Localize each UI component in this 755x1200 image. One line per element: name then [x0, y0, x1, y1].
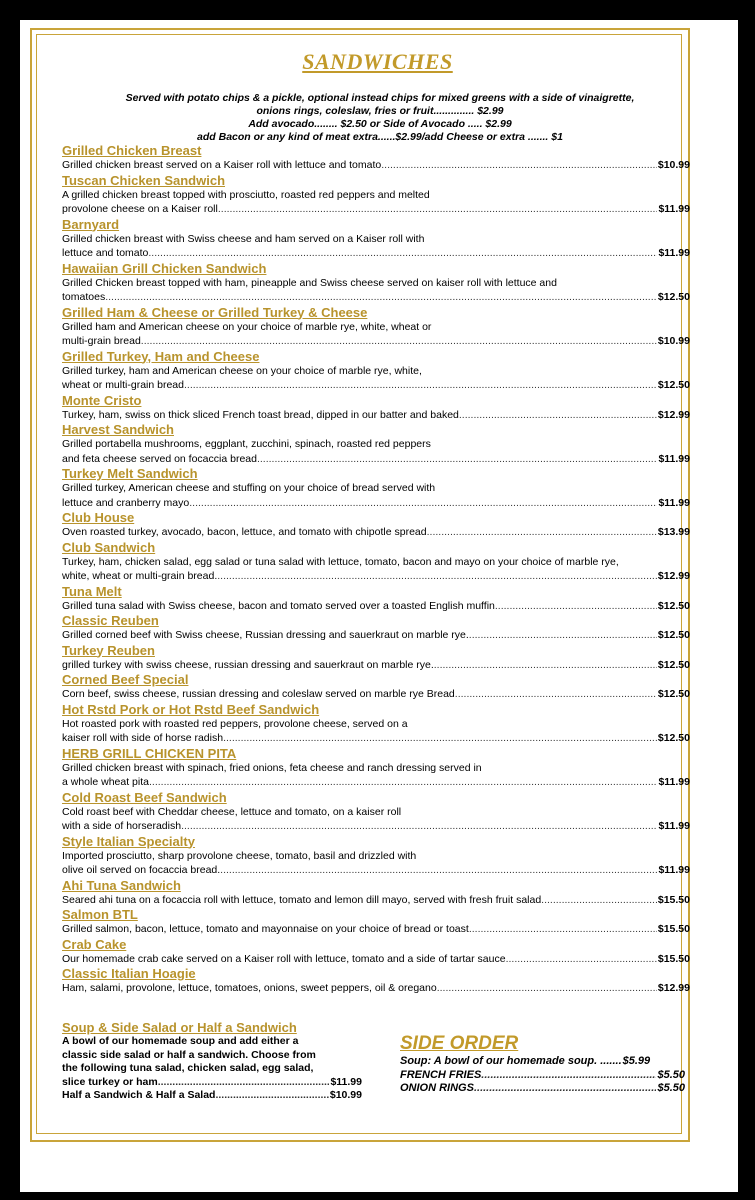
menu-item-desc: Grilled chicken breast served on a Kaiser roll with lettuce and tomato: [62, 159, 382, 171]
menu-item: [62, 393, 690, 423]
intro-line: Served with potato chips & a pickle, optional instead chips for mixed greens with a side of vinaigrette,: [125, 92, 635, 104]
menu-item-desc-line: [62, 849, 690, 864]
menu-item-desc: Grilled corned beef with Swiss cheese, Russian dressing and sauerkraut on marble rye.: [62, 629, 469, 641]
leader-dots: [381, 158, 657, 173]
menu-item-price: $15.50: [657, 893, 690, 906]
menu-item-price: $11.99: [658, 452, 690, 465]
menu-item-price: $12.99: [657, 408, 690, 421]
menu-item: [62, 349, 690, 393]
menu-item-desc-line: [62, 320, 690, 335]
menu-item: [62, 966, 690, 996]
menu-item: [62, 466, 690, 510]
menu-item-desc: Grilled ham and American cheese on your choice of marble rye, white, wheat or: [62, 320, 432, 333]
menu-item: [62, 937, 690, 967]
menu-item: [62, 702, 690, 746]
menu-item-price: $12.50: [657, 291, 690, 303]
menu-item-price-line: [62, 202, 690, 217]
menu-item-price-line: [62, 658, 690, 673]
leader-dots: [437, 981, 657, 996]
menu-item-desc-line: [62, 437, 690, 452]
menu-item-desc: Grilled Chicken breast topped with ham, pineapple and Swiss cheese served on kaiser roll with lettuce and: [62, 276, 557, 289]
menu-item-desc-line: [62, 364, 690, 379]
menu-item-desc: Grilled turkey, ham and American cheese on your choice of marble rye, white,: [62, 364, 422, 377]
menu-item-price: $11.99: [658, 776, 690, 788]
menu-item-price-line: [62, 731, 690, 746]
menu-intro: [60, 92, 700, 144]
menu-item-name: Barnyard: [62, 216, 120, 232]
menu-item-price-line: [62, 408, 690, 423]
intro-line: add Bacon or any kind of meat extra......$2.99/add Cheese or extra ....... $1: [197, 131, 563, 143]
leader-dots: [215, 1089, 328, 1103]
leader-dots: [474, 1082, 657, 1096]
menu-item-name: Crab Cake: [62, 936, 127, 952]
leader-dots: [148, 246, 657, 261]
leader-dots: [217, 569, 657, 584]
menu-item: [62, 613, 690, 643]
menu-item-price: $11.99: [658, 864, 690, 876]
menu-item-price: $13.99: [657, 526, 690, 538]
leader-dots: [218, 202, 658, 217]
menu-item-price: $12.50: [657, 732, 690, 744]
leader-dots: [158, 1076, 330, 1090]
menu-item-name: Style Italian Specialty: [62, 833, 195, 849]
menu-item-price: $10.99: [657, 335, 690, 347]
menu-item-name: Ahi Tuna Sandwich: [62, 877, 181, 893]
menu-item-name: Grilled Ham & Cheese or Grilled Turkey & Cheese: [62, 304, 368, 320]
menu-item-price-line: [62, 628, 690, 643]
side-order-title: SIDE ORDER: [400, 1033, 519, 1054]
menu-item-price-line: [62, 687, 690, 702]
menu-item-desc: A grilled chicken breast topped with prosciutto, roasted red peppers and melted: [62, 188, 430, 201]
soup-combo-desc-line: classic side salad or half a sandwich. Choose from: [62, 1048, 316, 1061]
menu-item-desc: multi-grain bread: [62, 335, 141, 347]
leader-dots: [459, 408, 657, 423]
leader-dots: [434, 658, 657, 673]
leader-dots: [469, 628, 657, 643]
soup-combo-desc-line: the following tuna salad, chicken salad, egg salad,: [62, 1062, 314, 1074]
menu-item-price-line: [62, 893, 690, 908]
side-item-price: $5.50: [657, 1082, 685, 1094]
menu-item-name: Grilled Turkey, Ham and Cheese: [62, 348, 260, 364]
menu-item: [62, 510, 690, 540]
menu-item-price: $11.99: [658, 247, 690, 259]
menu-item-desc-line: [62, 481, 690, 496]
menu-item: [62, 746, 690, 790]
side-item-label: Soup: A bowl of our homemade soup. .......: [400, 1055, 622, 1067]
menu-item-desc: Grilled turkey, American cheese and stuffing on your choice of bread served with: [62, 482, 436, 494]
menu-item-desc: Seared ahi tuna on a focaccia roll with lettuce, tomato and lemon dill mayo, served with fresh fruit salad: [62, 893, 542, 906]
side-order-item: [400, 1069, 685, 1083]
menu-item-price: $12.50: [657, 629, 690, 641]
menu-item-name: Hot Rstd Pork or Hot Rstd Beef Sandwich: [62, 701, 320, 717]
side-item-price: $5.99: [622, 1055, 651, 1067]
menu-item-desc: white, wheat or multi-grain bread.: [62, 570, 218, 582]
menu-item-desc: Our homemade crab cake served on a Kaiser roll with lettuce, tomato and a side of tartar sauce: [62, 952, 506, 965]
menu-item-desc-line: [62, 188, 690, 203]
menu-item-desc: Imported prosciutto, sharp provolone cheese, tomato, basil and drizzled with: [62, 849, 417, 862]
leader-dots: [506, 952, 657, 967]
menu-item: [62, 422, 690, 466]
menu-item: [62, 173, 690, 217]
menu-item-desc-line: [62, 555, 690, 570]
side-order-section: [400, 1033, 685, 1096]
menu-item-desc: Grilled chicken breast with Swiss cheese and ham served on a Kaiser roll with: [62, 232, 425, 245]
option-price: $11.99: [330, 1075, 362, 1088]
side-item-label: FRENCH FRIES: [400, 1068, 482, 1081]
menu-item-price-line: [62, 922, 690, 937]
menu-item: [62, 584, 690, 614]
menu-item-desc: Grilled portabella mushrooms, eggplant, zucchini, spinach, roasted red peppers: [62, 438, 431, 450]
leader-dots: [257, 452, 657, 467]
menu-item: [62, 305, 690, 349]
menu-item-desc: Turkey, ham, chicken salad, egg salad or tuna salad with lettuce, tomato, bacon and mayo on your choice of marble rye,: [62, 555, 619, 568]
menu-item-desc: wheat or multi-grain bread: [62, 379, 184, 391]
menu-item-price: $12.50: [657, 658, 690, 671]
menu-item-name: Cold Roast Beef Sandwich: [62, 789, 227, 805]
leader-dots: [481, 1069, 656, 1083]
leader-dots: [427, 525, 657, 540]
menu-item-name: Tuna Melt: [62, 583, 122, 599]
soup-combo-option: [62, 1089, 362, 1103]
side-order-item: [400, 1082, 685, 1096]
menu-item-name: Corned Beef Special: [62, 672, 189, 687]
menu-item: [62, 834, 690, 878]
menu-item-price: $12.50: [657, 688, 690, 700]
sandwich-list: [62, 143, 690, 996]
menu-item-desc: lettuce and cranberry mayo: [62, 496, 190, 509]
side-order-item: [400, 1055, 685, 1069]
menu-item-desc: Oven roasted turkey, avocado, bacon, lettuce, and tomato with chipotle spread: [62, 526, 427, 538]
leader-dots: [469, 922, 657, 937]
leader-dots: [223, 731, 657, 746]
option-label: Half a Sandwich & Half a Salad: [62, 1089, 216, 1101]
menu-item-desc: with a side of horseradish: [62, 820, 182, 832]
menu-item-desc: a whole wheat pita: [62, 776, 149, 788]
menu-item: [62, 540, 690, 584]
menu-item: [62, 643, 690, 673]
menu-item-price: $12.50: [657, 379, 690, 391]
menu-item-desc: kaiser roll with side of horse radish: [62, 732, 224, 744]
menu-item-name: Club House: [62, 510, 135, 525]
menu-item-price-line: [62, 863, 690, 878]
menu-item-price-line: [62, 819, 690, 834]
menu-item-desc: Grilled tuna salad with Swiss cheese, bacon and tomato served over a toasted English muffin: [62, 599, 495, 612]
menu-item-desc: grilled turkey with swiss cheese, russian dressing and sauerkraut on marble rye.: [62, 658, 434, 671]
side-item-label: ONION RINGS: [400, 1082, 474, 1094]
option-label: slice turkey or ham: [62, 1075, 158, 1088]
menu-item-name: HERB GRILL CHICKEN PITA: [62, 745, 237, 761]
menu-item-price: $12.99: [657, 570, 690, 582]
leader-dots: [541, 893, 657, 908]
menu-item: [62, 790, 690, 834]
menu-item-desc: tomatoes: [62, 291, 106, 303]
soup-combo-desc-line: A bowl of our homemade soup and add either a: [62, 1035, 299, 1047]
menu-item-desc: Hot roasted pork with roasted red peppers, provolone cheese, served on a: [62, 717, 408, 730]
menu-item-price: $11.99: [658, 820, 690, 832]
side-item-price: $5.50: [657, 1068, 685, 1081]
menu-item-desc-line: [62, 805, 690, 820]
menu-item-name: Turkey Melt Sandwich: [62, 466, 198, 481]
menu-item: [62, 907, 690, 937]
leader-dots: [105, 290, 657, 305]
menu-item: [62, 261, 690, 305]
menu-item-desc: lettuce and tomato: [62, 247, 149, 259]
menu-title: SANDWICHES: [302, 49, 453, 74]
menu-item-price: $10.99: [657, 159, 690, 171]
intro-line: Add avocado........ $2.50 or Side of Avocado ..... $2.99: [248, 118, 512, 130]
leader-dots: [189, 496, 657, 511]
menu-item: [62, 878, 690, 908]
menu-item-desc: Grilled salmon, bacon, lettuce, tomato and mayonnaise on your choice of bread or toast: [62, 923, 469, 935]
menu-item-desc-line: [62, 761, 690, 776]
leader-dots: [149, 775, 657, 790]
menu-item-name: Monte Cristo: [62, 392, 142, 408]
soup-combo-section: [62, 1020, 362, 1103]
menu-item-price: $12.50: [657, 599, 690, 612]
menu-item-price: $11.99: [658, 203, 690, 215]
menu-item-price-line: [62, 378, 690, 393]
menu-item-desc: and feta cheese served on focaccia bread: [62, 452, 257, 465]
menu-item-price-line: [62, 334, 690, 349]
menu-item-name: Grilled Chicken Breast: [62, 143, 202, 158]
menu-item-name: Salmon BTL: [62, 907, 138, 922]
menu-item-price-line: [62, 952, 690, 967]
menu-item-price-line: [62, 452, 690, 467]
leader-dots: [184, 378, 657, 393]
menu-item-desc: Grilled chicken breast with spinach, fried onions, feta cheese and ranch dressing served in: [62, 761, 482, 774]
option-price: $10.99: [329, 1089, 362, 1101]
menu-item-desc: Turkey, ham, swiss on thick sliced French toast bread, dipped in our batter and baked: [62, 408, 459, 421]
intro-line: onions rings, coleslaw, fries or fruit.............. $2.99: [256, 105, 504, 117]
menu-item-desc: Cold roast beef with Cheddar cheese, lettuce and tomato, on a kaiser roll: [62, 805, 402, 818]
menu-item-name: Classic Italian Hoagie: [62, 966, 196, 981]
menu-item-desc: provolone cheese on a Kaiser roll: [62, 203, 218, 215]
menu-item-price-line: [62, 158, 690, 173]
menu-item-price-line: [62, 599, 690, 614]
leader-dots: [181, 819, 657, 834]
menu-item: [62, 217, 690, 261]
menu-item-name: Turkey Reuben: [62, 642, 155, 658]
menu-item-price-line: [62, 569, 690, 584]
menu-item-desc: Ham, salami, provolone, lettuce, tomatoes, onions, sweet peppers, oil & oregano: [62, 982, 437, 994]
leader-dots: [141, 334, 657, 349]
menu-item-desc-line: [62, 276, 690, 291]
menu-item-desc: olive oil served on focaccia bread.: [62, 864, 221, 876]
menu-item-price-line: [62, 246, 690, 261]
menu-item-name: Classic Reuben: [62, 613, 159, 628]
menu-item: [62, 143, 690, 173]
menu-item-name: Hawaiian Grill Chicken Sandwich: [62, 260, 267, 276]
menu-item-price: $12.99: [657, 982, 690, 994]
menu-item-price-line: [62, 496, 690, 511]
menu-item: [62, 672, 690, 702]
menu-item-price-line: [62, 775, 690, 790]
menu-item-name: Tuscan Chicken Sandwich: [62, 172, 226, 188]
menu-item-desc-line: [62, 232, 690, 247]
menu-item-price: $11.99: [658, 496, 690, 509]
soup-combo-title: Soup & Side Salad or Half a Sandwich: [62, 1020, 297, 1035]
menu-item-name: Harvest Sandwich: [62, 422, 174, 437]
leader-dots: [455, 687, 657, 702]
menu-item-name: Club Sandwich: [62, 539, 156, 555]
menu-item-price: $15.50: [657, 952, 690, 965]
menu-item-price-line: [62, 525, 690, 540]
leader-dots: [220, 863, 657, 878]
menu-item-desc: Corn beef, swiss cheese, russian dressing and coleslaw served on marble rye Bread: [62, 688, 455, 700]
menu-item-desc-line: [62, 717, 690, 732]
menu-item-price: $15.50: [657, 923, 690, 935]
menu-item-price-line: [62, 290, 690, 305]
leader-dots: [495, 599, 657, 614]
soup-combo-option: [62, 1076, 362, 1090]
menu-item-price-line: [62, 981, 690, 996]
